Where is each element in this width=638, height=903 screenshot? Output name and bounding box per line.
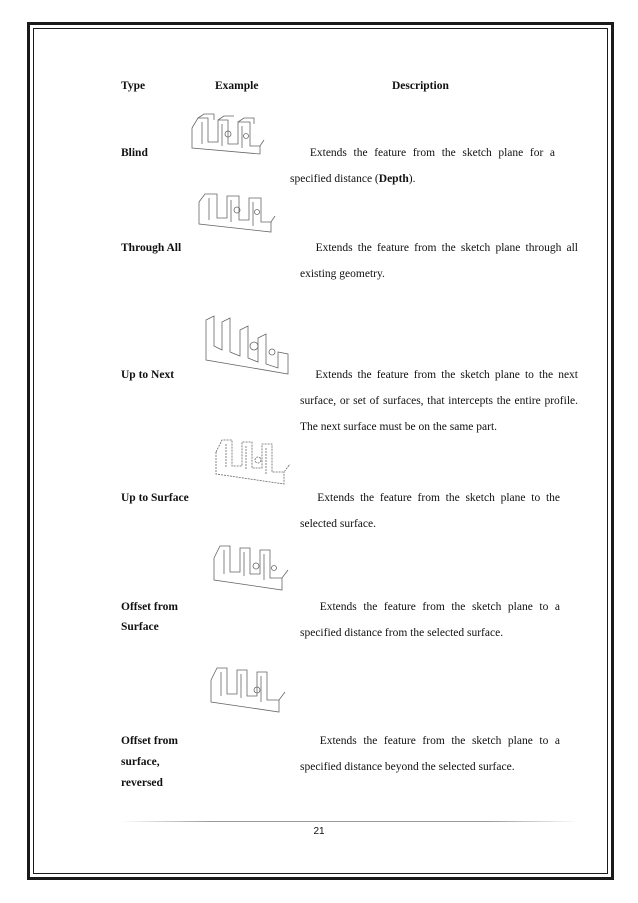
page-number: 21 xyxy=(313,826,325,837)
row-type-label: Up to Next xyxy=(121,369,175,381)
row-type-through-all xyxy=(121,238,241,258)
header-type: Type xyxy=(121,80,146,92)
extrude-up-to-surface-image xyxy=(210,432,300,498)
row-type-label: surface, xyxy=(121,756,160,768)
header-example: Example xyxy=(215,80,259,92)
row-desc-through-all: Extends the feature from the sketch plane through all existing geometry. xyxy=(300,242,578,280)
row-type-label: Offset from xyxy=(121,735,178,747)
row-type-label: Offset from xyxy=(121,601,178,613)
row-desc-offset-from-surface: Extends the feature from the sketch plane to a specified distance from the selected surface. xyxy=(300,601,560,639)
row-desc-up-to-next: Extends the feature from the sketch plane to the next surface, or set of surfaces, that intercepts the entire profile. The next surface must be on the same part. xyxy=(300,369,578,433)
row-type-label: Blind xyxy=(121,147,148,159)
extrude-up-to-next-image xyxy=(200,312,296,378)
footer-divider xyxy=(120,821,580,822)
header-description: Description xyxy=(392,80,449,92)
row-type-label: Up to Surface xyxy=(121,492,189,504)
row-type-offset-reversed xyxy=(121,731,241,794)
extrude-offset-from-surface-image xyxy=(208,538,300,604)
row-type-label: reversed xyxy=(121,777,163,789)
row-desc-offset-reversed: Extends the feature from the sketch plane to a specified distance beyond the selected surface. xyxy=(300,735,560,773)
row-desc-blind: Extends the feature from the sketch plane for a specified distance (Depth). xyxy=(290,147,556,185)
extrude-through-all-image xyxy=(195,188,280,240)
extrude-offset-reversed-image xyxy=(205,660,297,726)
row-desc-up-to-surface: Extends the feature from the sketch plane to the selected surface. xyxy=(300,492,560,530)
row-type-label: Through All xyxy=(121,242,182,254)
extrude-blind-image xyxy=(188,108,268,156)
row-type-label: Surface xyxy=(121,621,159,633)
